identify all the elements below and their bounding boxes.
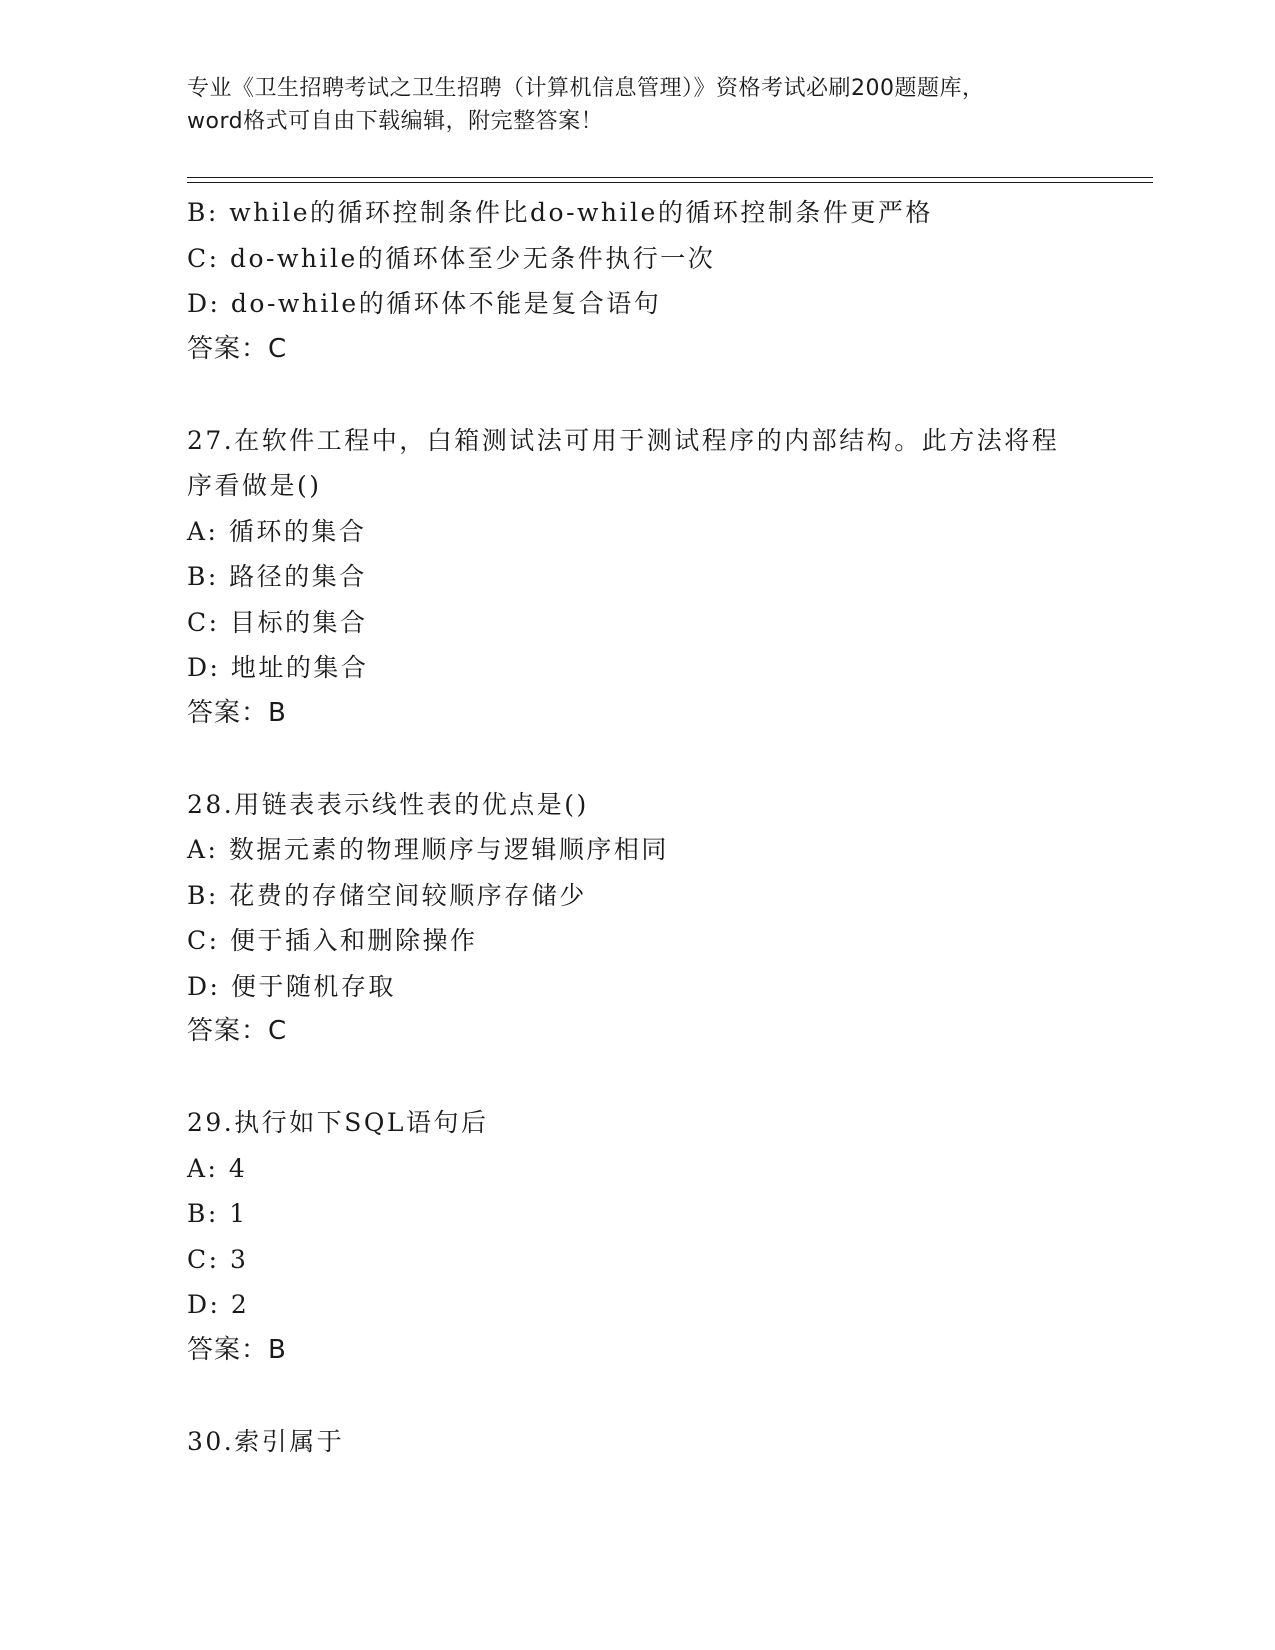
header-divider-top: [187, 177, 1153, 178]
question-26: [187, 190, 1087, 372]
spacer: [187, 372, 1087, 418]
document-header: [187, 72, 1087, 138]
header-title-line2: word格式可自由下载编辑，附完整答案！: [187, 109, 604, 134]
question-28: [187, 782, 1087, 1055]
spacer: [187, 1373, 1087, 1419]
question-26-answer: 答案：C: [187, 333, 288, 364]
question-30: [187, 1419, 1087, 1465]
header-title-line1: 专业《卫生招聘考试之卫生招聘（计算机信息管理）》资格考试必刷200题题库，: [187, 76, 985, 101]
question-27-option-d: D: 地址的集合: [187, 653, 369, 682]
question-28-option-d: D: 便于随机存取: [187, 971, 396, 1001]
question-26-option-b: B: while的循环控制条件比do-while的循环控制条件更严格: [187, 198, 933, 227]
question-27-option-c: C: 目标的集合: [187, 607, 368, 637]
question-29: [187, 1100, 1087, 1373]
question-26-option-d: D: do-while的循环体不能是复合语句: [187, 289, 662, 318]
question-28-answer: 答案：C: [187, 1016, 288, 1046]
question-28-option-a: A: 数据元素的物理顺序与逻辑顺序相同: [187, 835, 669, 864]
question-27-stem: 27.在软件工程中，白箱测试法可用于测试程序的内部结构。此方法将程序看做是(): [187, 425, 1060, 500]
question-29-answer: 答案：B: [187, 1334, 287, 1365]
question-29-option-d: D: 2: [187, 1290, 250, 1319]
question-29-option-a: A: 4: [187, 1153, 248, 1183]
question-27-option-b: B: 路径的集合: [187, 562, 367, 591]
question-26-option-c: C: do-while的循环体至少无条件执行一次: [187, 243, 716, 273]
question-28-option-b: B: 花费的存储空间较顺序存储少: [187, 880, 587, 910]
question-27: [187, 418, 1087, 737]
question-list: [187, 190, 1087, 1464]
question-30-stem: 30.索引属于: [187, 1426, 345, 1456]
header-divider-bottom: [187, 182, 1153, 183]
question-29-option-c: C: 3: [187, 1244, 249, 1274]
spacer: [187, 1055, 1087, 1101]
question-29-stem: 29.执行如下SQL语句后: [187, 1108, 489, 1137]
spacer: [187, 736, 1087, 782]
question-29-option-b: B: 1: [187, 1199, 248, 1228]
question-28-stem: 28.用链表表示线性表的优点是(): [187, 789, 589, 819]
question-27-answer: 答案：B: [187, 697, 287, 728]
question-28-option-c: C: 便于插入和删除操作: [187, 926, 478, 955]
question-27-option-a: A: 循环的集合: [187, 516, 367, 546]
